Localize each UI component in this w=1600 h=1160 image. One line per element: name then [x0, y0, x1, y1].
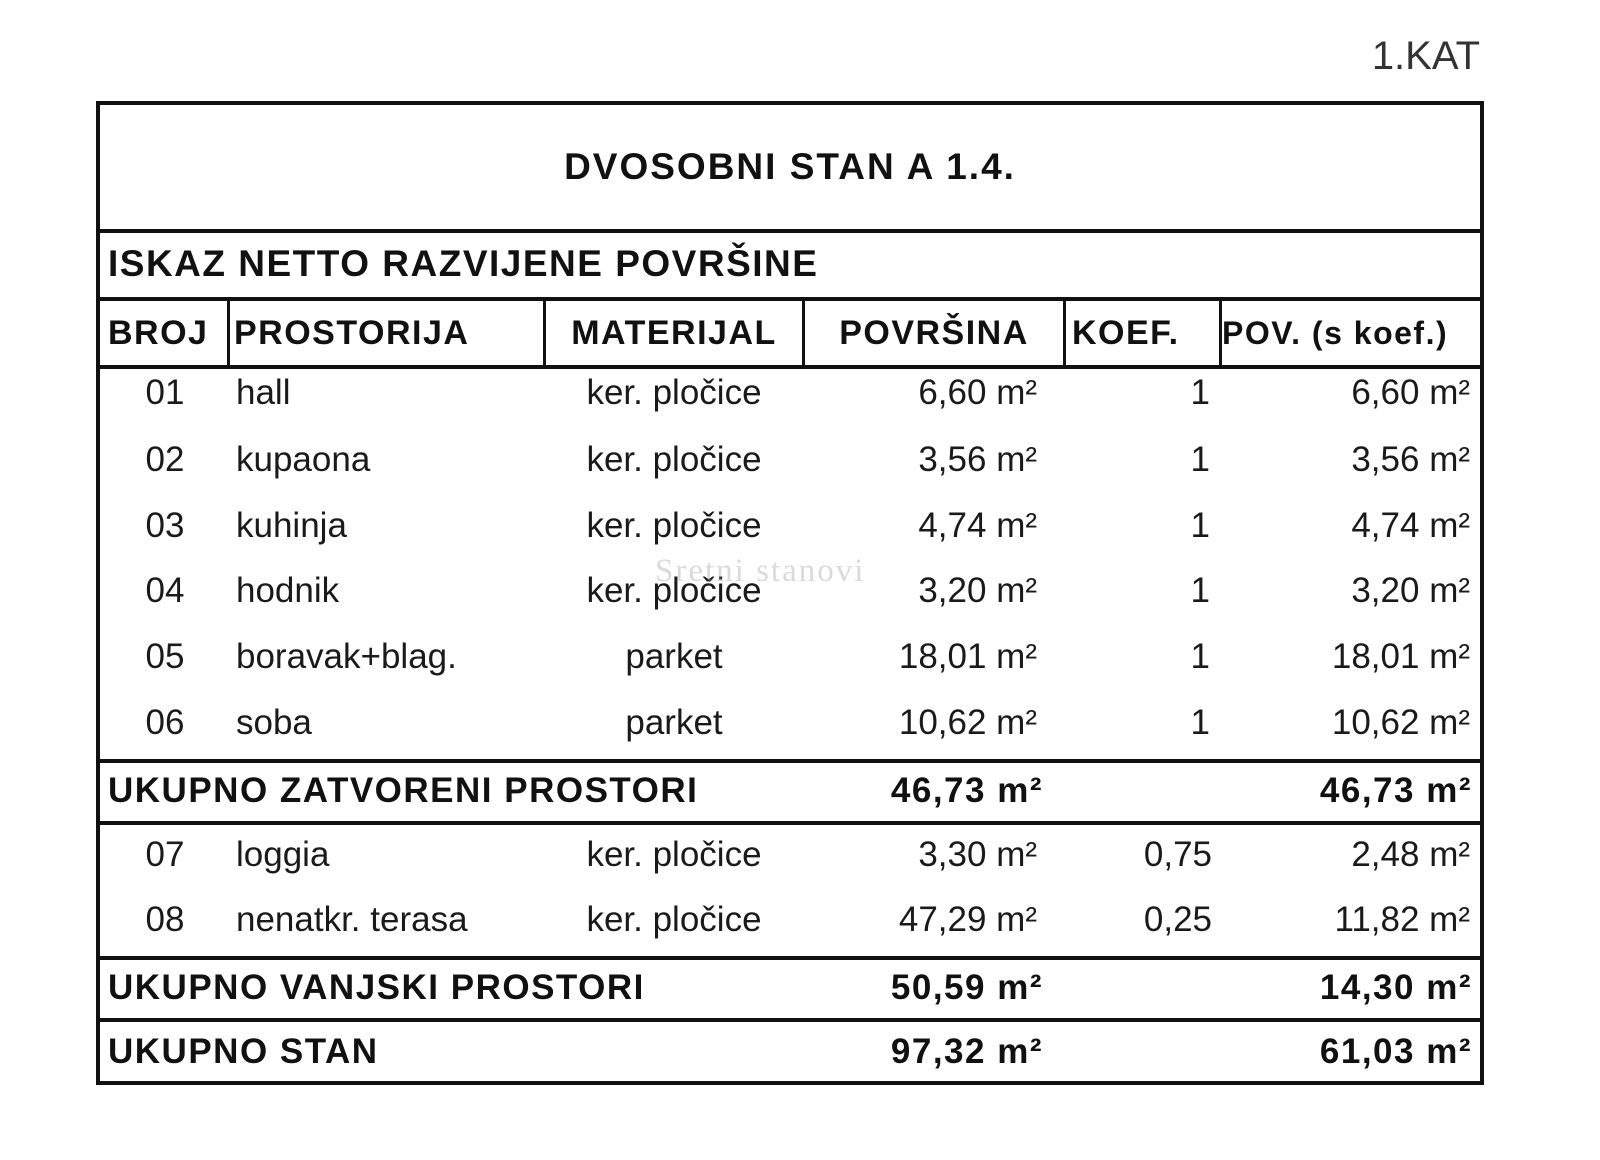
room-material: ker. pločice [586, 571, 762, 610]
room-area-with-coef: 3,20 m² [1351, 571, 1470, 610]
total-apartment-area: 97,32 m² [890, 1032, 1043, 1071]
room-number: 04 [145, 571, 185, 610]
header-area: POVRŠINA [839, 313, 1029, 352]
room-area: 3,30 m² [918, 835, 1037, 874]
column-header-row [100, 301, 1480, 369]
room-name: kupaona [236, 440, 371, 479]
room-material: ker. pločice [586, 835, 762, 874]
section-heading-row [100, 233, 1480, 301]
room-coefficient: 1 [1190, 637, 1210, 676]
room-material: ker. pločice [586, 506, 762, 545]
room-number: 06 [145, 703, 185, 742]
room-coefficient: 1 [1190, 440, 1210, 479]
room-area-with-coef: 18,01 m² [1331, 637, 1470, 676]
room-coefficient: 0,75 [1143, 835, 1212, 874]
header-area-with-coef: POV. (s koef.) [1222, 314, 1449, 351]
room-name: kuhinja [236, 506, 347, 545]
room-area: 3,56 m² [918, 440, 1037, 479]
header-room: PROSTORIJA [234, 313, 470, 352]
room-coefficient: 1 [1190, 506, 1210, 545]
room-name: hall [236, 373, 291, 412]
floor-label: 1.KAT [1371, 34, 1480, 78]
room-area: 10,62 m² [898, 703, 1037, 742]
title-row [100, 105, 1480, 233]
room-area-with-coef: 11,82 m² [1334, 900, 1470, 939]
room-coefficient: 0,25 [1143, 900, 1212, 939]
room-name: nenatkr. terasa [236, 900, 468, 939]
total-closed-area-with-coef: 46,73 m² [1319, 771, 1472, 810]
watermark: Sretni stanovi [655, 553, 866, 589]
room-name: boravak+blag. [236, 637, 457, 676]
room-area: 3,20 m² [918, 571, 1037, 610]
room-material: ker. pločice [586, 373, 762, 412]
total-apartment-label: UKUPNO STAN [108, 1032, 379, 1071]
area-table [96, 101, 1484, 1085]
header-number: BROJ [108, 313, 209, 352]
total-apartment-row [100, 1024, 1480, 1082]
room-area-with-coef: 4,74 m² [1351, 506, 1470, 545]
room-area: 18,01 m² [898, 637, 1037, 676]
room-number: 02 [145, 440, 185, 479]
room-name: hodnik [236, 571, 340, 610]
total-closed-row [100, 759, 1480, 825]
column-divider [227, 301, 230, 365]
room-coefficient: 1 [1190, 373, 1210, 412]
room-number: 01 [145, 373, 185, 412]
room-area-with-coef: 10,62 m² [1331, 703, 1470, 742]
total-outdoor-area-with-coef: 14,30 m² [1319, 968, 1472, 1007]
room-coefficient: 1 [1190, 571, 1210, 610]
total-outdoor-row [100, 956, 1480, 1022]
room-area-with-coef: 6,60 m² [1351, 373, 1470, 412]
room-coefficient: 1 [1190, 703, 1210, 742]
room-area-with-coef: 3,56 m² [1351, 440, 1470, 479]
header-coefficient: KOEF. [1072, 313, 1180, 352]
room-name: soba [236, 703, 312, 742]
section-heading: ISKAZ NETTO RAZVIJENE POVRŠINE [108, 243, 819, 284]
total-outdoor-area: 50,59 m² [890, 968, 1043, 1007]
room-material: parket [625, 703, 723, 742]
total-outdoor-label: UKUPNO VANJSKI PROSTORI [108, 968, 645, 1007]
header-material: MATERIJAL [571, 313, 777, 352]
room-material: ker. pločice [586, 900, 762, 939]
total-closed-label: UKUPNO ZATVORENI PROSTORI [108, 771, 699, 810]
room-material: ker. pločice [586, 440, 762, 479]
apartment-title: DVOSOBNI STAN A 1.4. [564, 146, 1016, 187]
room-area: 6,60 m² [918, 373, 1037, 412]
room-area-with-coef: 2,48 m² [1351, 835, 1470, 874]
room-number: 03 [145, 506, 185, 545]
room-material: parket [625, 637, 723, 676]
room-area: 4,74 m² [918, 506, 1037, 545]
room-area: 47,29 m² [898, 900, 1037, 939]
total-apartment-area-with-coef: 61,03 m² [1319, 1032, 1472, 1071]
room-number: 08 [145, 900, 185, 939]
total-closed-area: 46,73 m² [890, 771, 1043, 810]
column-divider [1063, 301, 1066, 365]
room-number: 05 [145, 637, 185, 676]
room-number: 07 [145, 835, 185, 874]
room-name: loggia [236, 835, 330, 874]
